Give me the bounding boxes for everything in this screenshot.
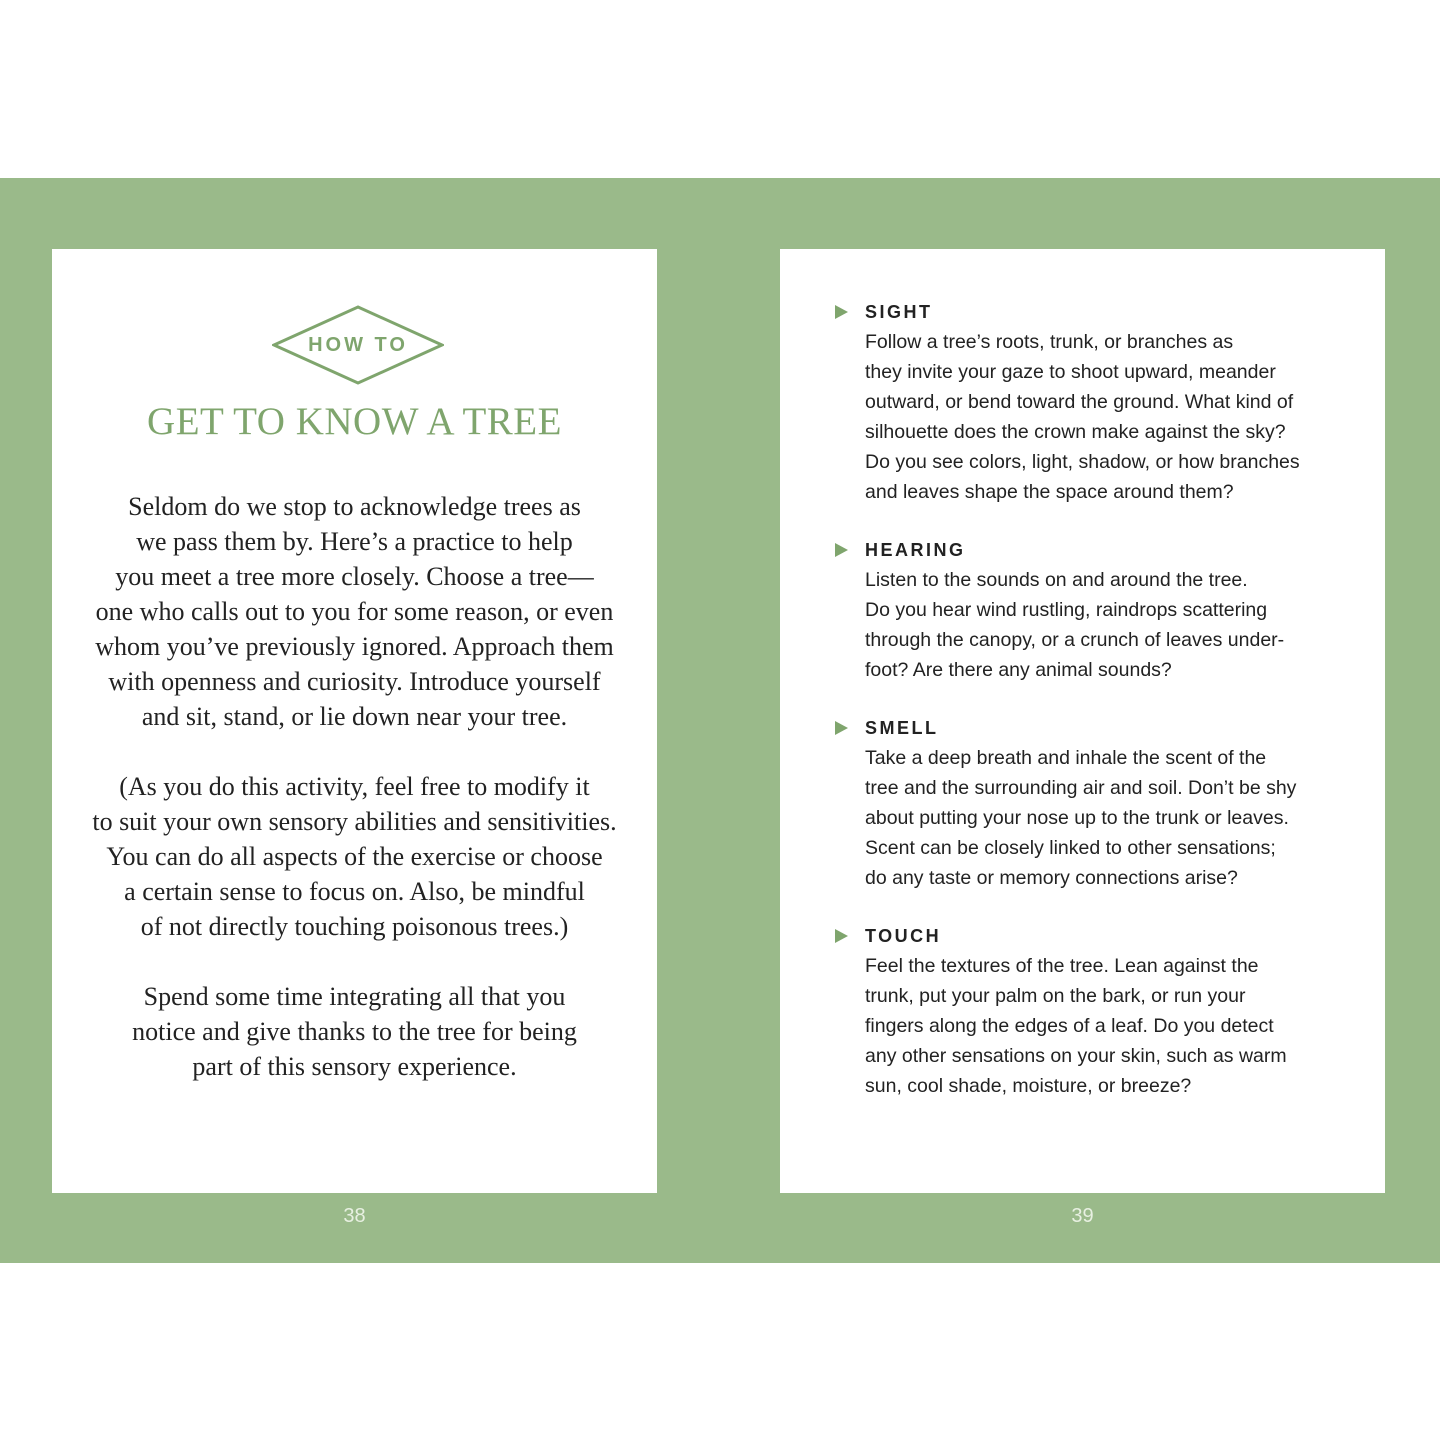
text-line: Follow a tree’s roots, trunk, or branches as: [865, 331, 1234, 353]
text-line: Seldom do we stop to acknowledge trees as: [128, 492, 581, 521]
left-page: [52, 249, 657, 1193]
triangle-arrow-icon: [835, 543, 848, 557]
sense-section-sight: [832, 297, 1352, 507]
text-line: with openness and curiosity. Introduce yourself: [108, 667, 601, 696]
text-line: Listen to the sounds on and around the tree.: [865, 569, 1248, 591]
text-line: Scent can be closely linked to other sensations;: [865, 837, 1276, 859]
text-line: and leaves shape the space around them?: [865, 481, 1234, 503]
text-line: of not directly touching poisonous trees.): [140, 912, 569, 941]
text-line: whom you’ve previously ignored. Approach them: [95, 632, 614, 661]
text-line: silhouette does the crown make against the sky?: [865, 421, 1286, 443]
text-line: we pass them by. Here’s a practice to help: [136, 527, 573, 556]
sense-title: HEARING: [865, 540, 966, 560]
intro-paragraph: [82, 489, 627, 734]
book-spread: [0, 178, 1440, 1263]
text-line: they invite your gaze to shoot upward, meander: [865, 361, 1276, 383]
sense-title: TOUCH: [865, 926, 942, 946]
text-line: to suit your own sensory abilities and sensitivities.: [92, 807, 617, 836]
page-number-left: 38: [343, 1205, 366, 1227]
text-line: any other sensations on your skin, such as warm: [865, 1045, 1287, 1067]
text-line: about putting your nose up to the trunk or leaves.: [865, 807, 1289, 829]
text-line: You can do all aspects of the exercise or choose: [106, 842, 603, 871]
page-number-right: 39: [1071, 1205, 1094, 1227]
sense-body: [865, 743, 1352, 893]
text-line: do any taste or memory connections arise?: [865, 867, 1238, 889]
right-page: [780, 249, 1385, 1193]
triangle-arrow-icon: [835, 929, 848, 943]
text-line: and sit, stand, or lie down near your tree.: [141, 702, 568, 731]
sense-title: SMELL: [865, 718, 939, 738]
text-line: Spend some time integrating all that you: [143, 982, 566, 1011]
triangle-arrow-icon: [835, 305, 848, 319]
text-line: tree and the surrounding air and soil. Don’t be shy: [865, 777, 1297, 799]
text-line: through the canopy, or a crunch of leaves under-: [865, 629, 1285, 651]
note-paragraph: [82, 769, 627, 944]
text-line: Do you see colors, light, shadow, or how branches: [865, 451, 1300, 473]
sense-body: [865, 327, 1352, 507]
text-line: Feel the textures of the tree. Lean against the: [865, 955, 1259, 977]
badge-label: HOW TO: [308, 334, 408, 356]
sense-body: [865, 565, 1352, 685]
triangle-arrow-icon: [835, 721, 848, 735]
how-to-badge: [272, 305, 444, 385]
text-line: you meet a tree more closely. Choose a tree—: [115, 562, 594, 591]
sense-body: [865, 951, 1352, 1101]
sense-section-touch: [832, 921, 1352, 1101]
text-line: fingers along the edges of a leaf. Do you detect: [865, 1015, 1274, 1037]
text-line: Take a deep breath and inhale the scent of the: [865, 747, 1267, 769]
closing-paragraph: [82, 979, 627, 1084]
text-line: trunk, put your palm on the bark, or run your: [865, 985, 1246, 1007]
text-line: foot? Are there any animal sounds?: [865, 659, 1172, 681]
sense-section-hearing: [832, 535, 1352, 685]
text-line: part of this sensory experience.: [192, 1052, 517, 1081]
text-line: notice and give thanks to the tree for being: [132, 1017, 577, 1046]
text-line: one who calls out to you for some reason, or even: [95, 597, 614, 626]
sense-section-smell: [832, 713, 1352, 893]
text-line: sun, cool shade, moisture, or breeze?: [865, 1075, 1192, 1097]
page-title: GET TO KNOW A TREE: [147, 400, 562, 443]
text-line: Do you hear wind rustling, raindrops scattering: [865, 599, 1268, 621]
text-line: a certain sense to focus on. Also, be mindful: [124, 877, 585, 906]
text-line: outward, or bend toward the ground. What kind of: [865, 391, 1294, 413]
text-line: (As you do this activity, feel free to modify it: [119, 772, 590, 801]
sense-title: SIGHT: [865, 302, 933, 322]
